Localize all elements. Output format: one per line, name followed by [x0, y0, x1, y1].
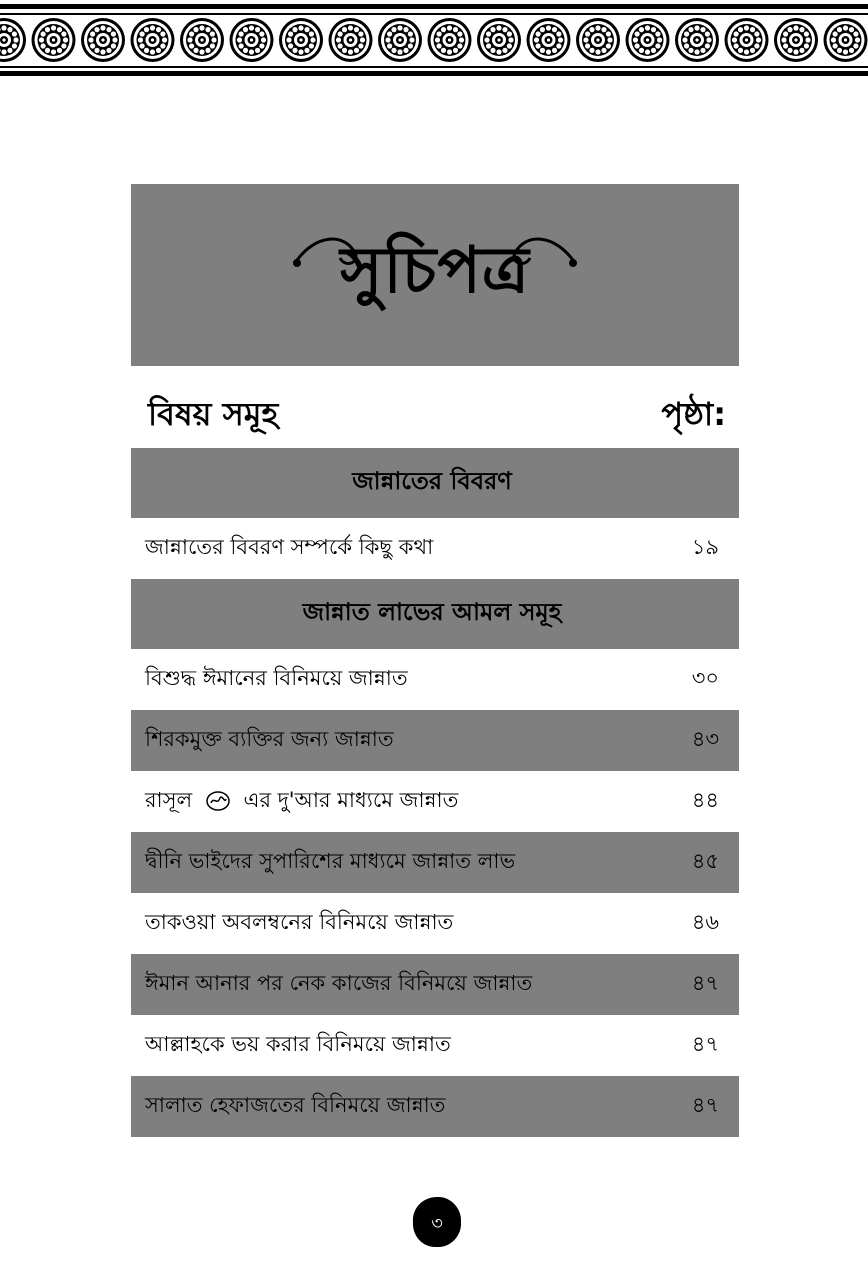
toc-item-label-end: এর দু'আর মাধ্যমে জান্নাত	[243, 788, 459, 812]
page-number: ৩	[431, 1213, 443, 1234]
toc-item-label: জান্নাতের বিবরণ সম্পর্কে কিছু কথা	[145, 535, 434, 559]
toc-item[interactable]	[131, 832, 739, 893]
toc-item[interactable]	[131, 771, 739, 832]
table-of-contents	[131, 448, 739, 1137]
toc-section	[131, 579, 739, 649]
page-heading: পৃষ্ঠা:	[661, 395, 726, 433]
toc-item-page: ৪৪	[691, 788, 719, 812]
toc-item[interactable]	[131, 518, 739, 579]
toc-item[interactable]	[131, 1015, 739, 1076]
toc-item[interactable]	[131, 649, 739, 710]
toc-item-label: তাকওয়া অবলম্বনের বিনিময়ে জান্নাত	[145, 910, 454, 934]
decorative-border	[0, 0, 868, 80]
topics-heading: বিষয় সমূহ	[148, 395, 279, 433]
toc-item-page: ৪৭	[691, 971, 719, 995]
honorific-calligraphy-icon	[205, 790, 231, 812]
toc-item-page: ৪৭	[691, 1093, 719, 1117]
section-title: জান্নাত লাভের আমল সমূহ	[302, 598, 562, 626]
toc-item-label: আল্লাহকে ভয় করার বিনিময়ে জান্নাত	[145, 1032, 451, 1056]
toc-item-label	[145, 784, 458, 819]
toc-item[interactable]	[131, 954, 739, 1015]
page-number-badge	[410, 1194, 464, 1250]
toc-item[interactable]	[131, 893, 739, 954]
toc-item-page: ৩০	[691, 666, 719, 690]
toc-item-label: ঈমান আনার পর নেক কাজের বিনিময়ে জান্নাত	[145, 971, 533, 995]
toc-item-label: সালাত হেফাজতের বিনিময়ে জান্নাত	[145, 1093, 446, 1117]
toc-item-page: ৪৭	[691, 1032, 719, 1056]
toc-item-page: ৪৫	[691, 849, 719, 873]
toc-section	[131, 448, 739, 518]
page-title: সুচিপত্র	[340, 233, 530, 308]
toc-item[interactable]	[131, 710, 739, 771]
title-banner	[131, 184, 739, 366]
toc-item-page: ৪৩	[691, 727, 719, 751]
toc-item-label: বিশুদ্ধ ঈমানের বিনিময়ে জান্নাত	[145, 666, 408, 690]
toc-item-label-start: রাসূল	[145, 788, 193, 812]
toc-header	[148, 392, 726, 440]
toc-item-label: দ্বীনি ভাইদের সুপারিশের মাধ্যমে জান্নাত লাভ	[145, 849, 516, 873]
toc-item-page: ৪৬	[691, 910, 719, 934]
section-title: জান্নাতের বিবরণ	[352, 467, 512, 495]
toc-item[interactable]	[131, 1076, 739, 1137]
toc-item-page: ১৯	[691, 535, 719, 559]
toc-item-label: শিরকমুক্ত ব্যক্তির জন্য জান্নাত	[145, 727, 394, 751]
